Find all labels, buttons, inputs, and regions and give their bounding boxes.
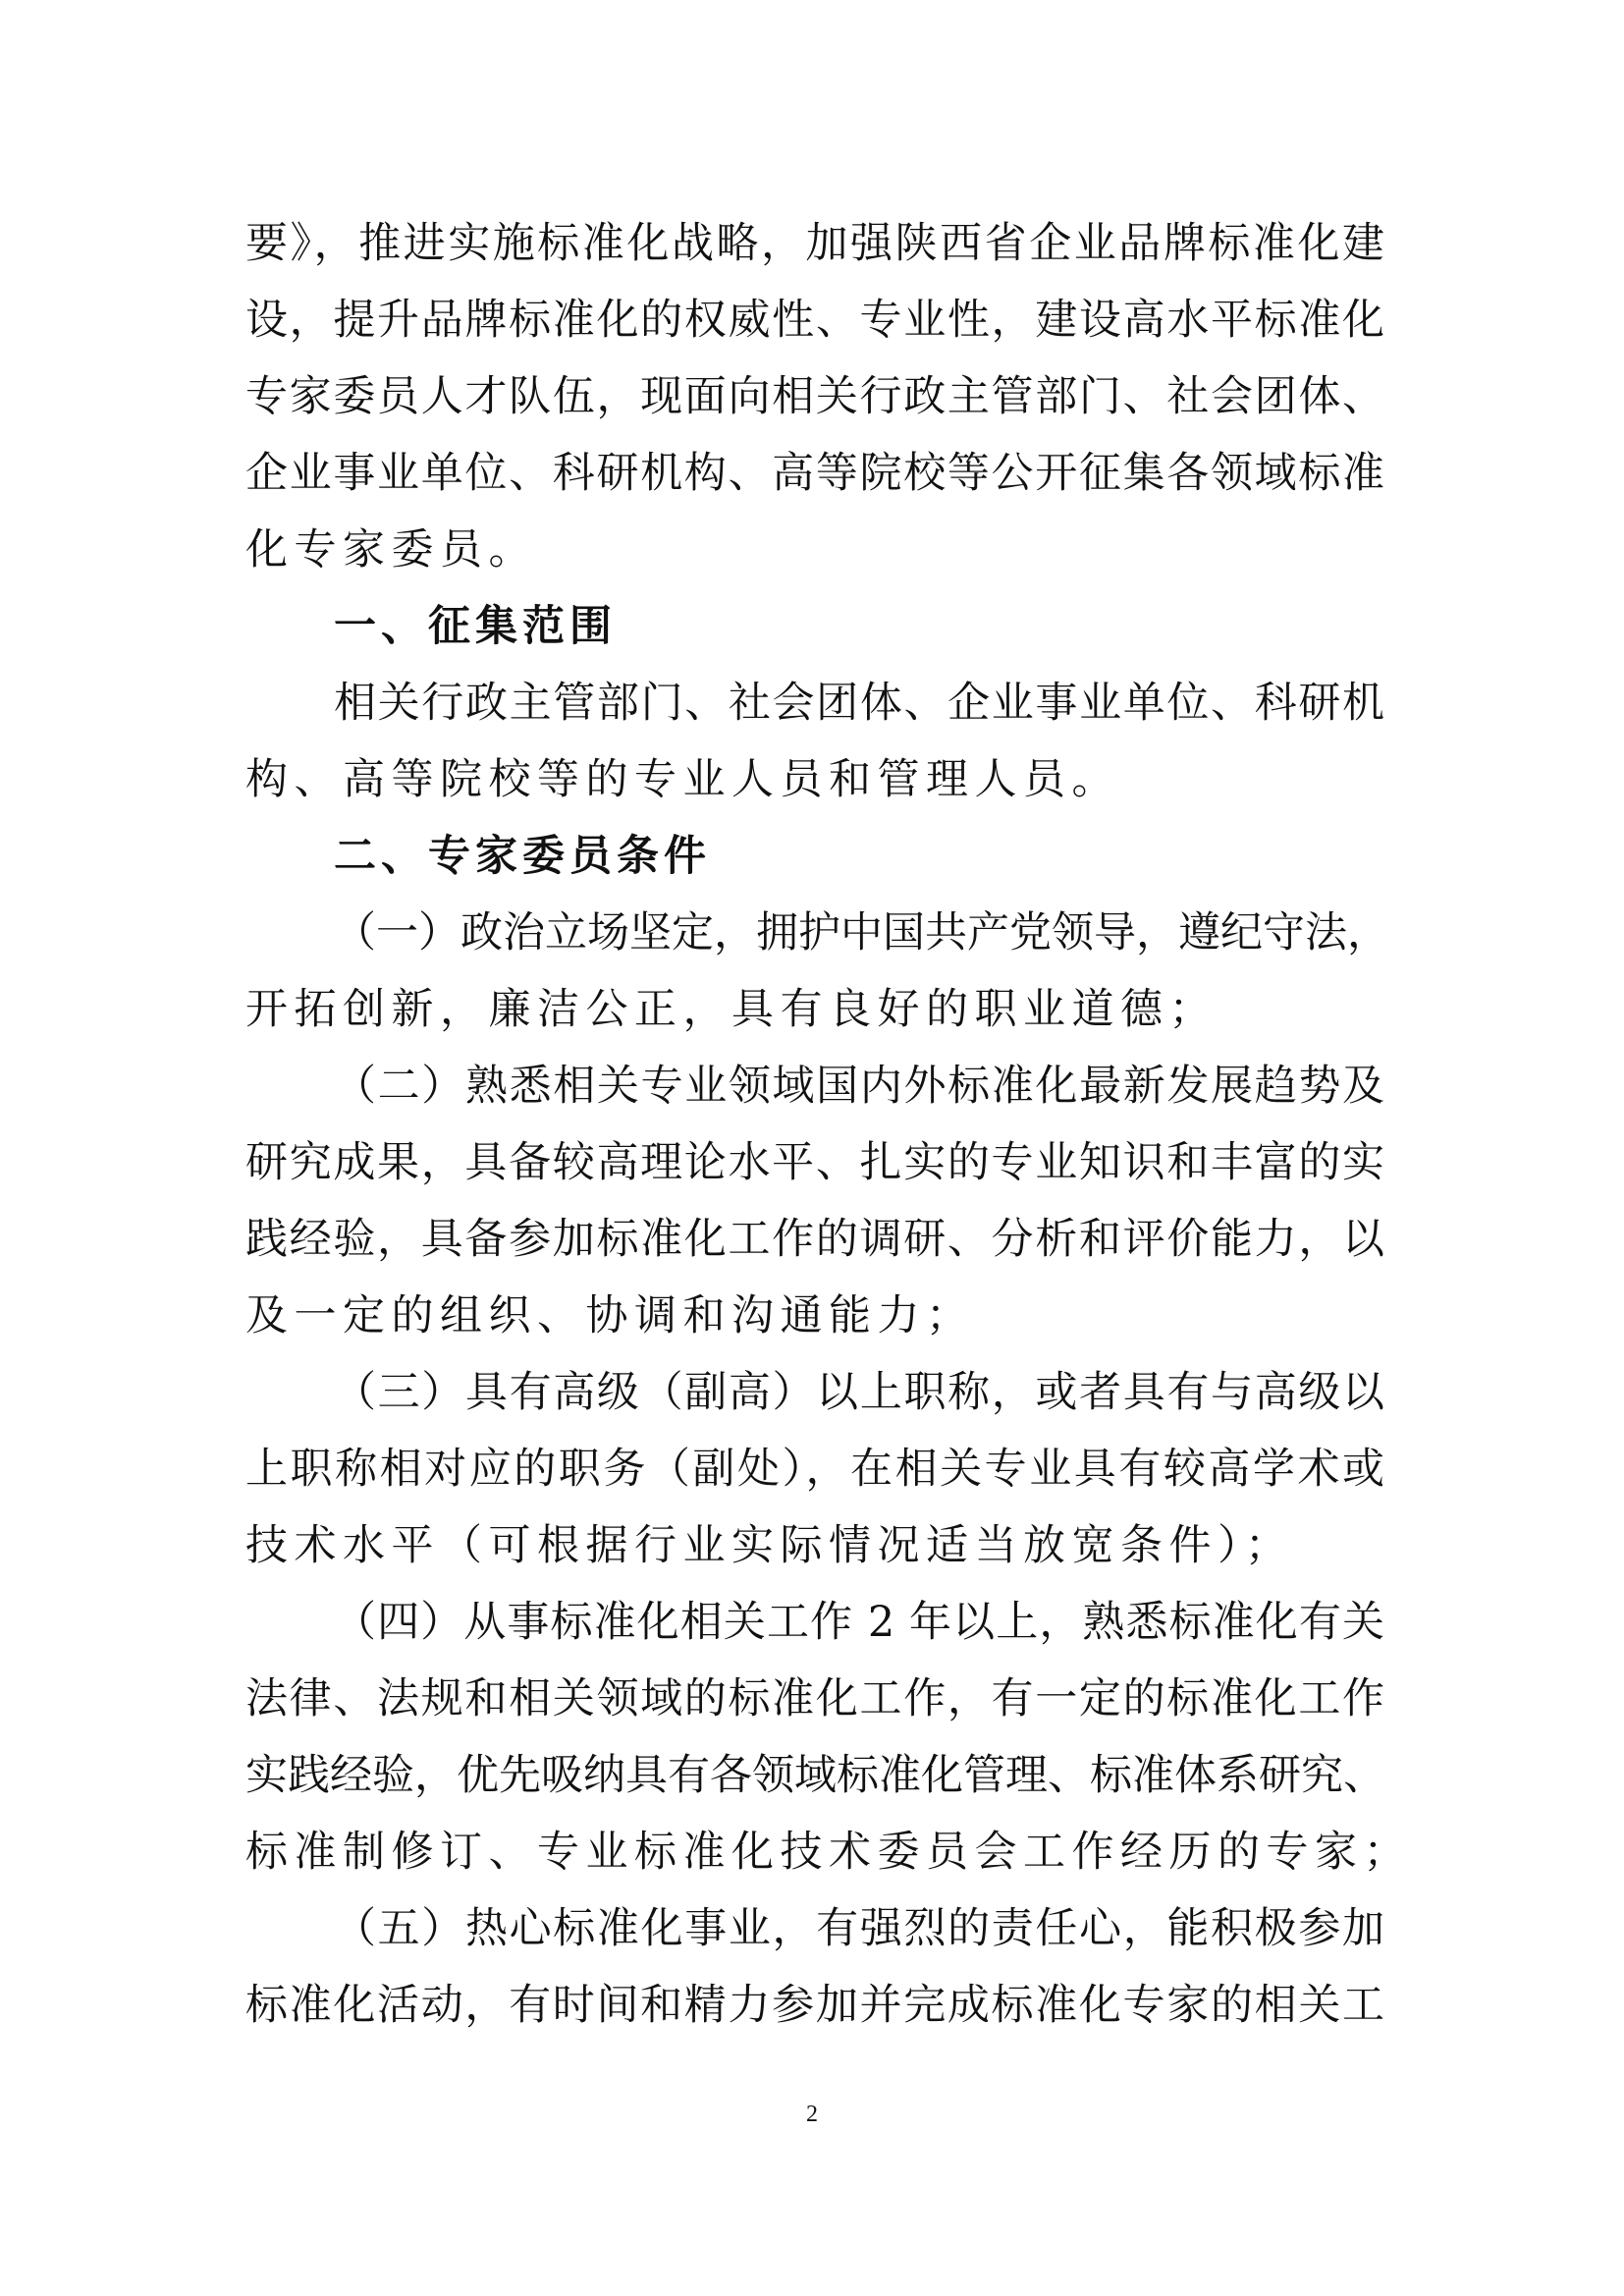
item-4-line-3: 实践经验，优先吸纳具有各领域标准化管理、标准体系研究、 <box>245 1751 1385 1800</box>
item-5-line-2: 标准化活动，有时间和精力参加并完成标准化专家的相关工 <box>245 1981 1384 2030</box>
item-5-line-1: （五）热心标准化事业，有强烈的责任心，能积极参加 <box>334 1904 1384 1953</box>
body-line-1: 要》，推进实施标准化战略，加强陕西省企业品牌标准化建 <box>245 219 1384 268</box>
section-heading-scope: 一、征集范围 <box>334 602 617 651</box>
item-1-line-1: （一）政治立场坚定，拥护中国共产党领导，遵纪守法， <box>334 908 1389 957</box>
body-line-8: 构、高等院校等的专业人员和管理人员。 <box>245 755 1120 804</box>
section-heading-conditions: 二、专家委员条件 <box>334 832 711 881</box>
item-3-line-2: 上职称相对应的职务（副处），在相关专业具有较高学术或 <box>245 1445 1384 1494</box>
item-2-line-2: 研究成果，具备较高理论水平、扎实的专业知识和丰富的实 <box>245 1138 1384 1187</box>
item-2-line-3: 践经验，具备参加标准化工作的调研、分析和评价能力，以 <box>245 1215 1384 1264</box>
item-3-line-1: （三）具有高级（副高）以上职称，或者具有与高级以 <box>334 1368 1384 1417</box>
body-line-2: 设，提升品牌标准化的权威性、专业性，建设高水平标准化 <box>245 296 1384 345</box>
item-2-line-1: （二）熟悉相关专业领域国内外标准化最新发展趋势及 <box>334 1062 1384 1111</box>
item-4-line-2: 法律、法规和相关领域的标准化工作，有一定的标准化工作 <box>245 1674 1384 1723</box>
page-number: 2 <box>806 2102 818 2127</box>
item-4-line-1: （四）从事标准化相关工作 2 年以上，熟悉标准化有关 <box>334 1598 1384 1647</box>
item-4-line-4: 标准制修订、专业标准化技术委员会工作经历的专家； <box>245 1828 1412 1877</box>
body-line-5: 化专家委员。 <box>245 525 537 574</box>
item-3-line-3: 技术水平（可根据行业实际情况适当放宽条件）； <box>245 1521 1294 1570</box>
body-line-7: 相关行政主管部门、社会团体、企业事业单位、科研机 <box>334 679 1384 728</box>
item-1-line-2: 开拓创新，廉洁公正，具有良好的职业道德； <box>245 985 1218 1034</box>
body-line-4: 企业事业单位、科研机构、高等院校等公开征集各领域标准 <box>245 449 1384 498</box>
item-2-line-4: 及一定的组织、协调和沟通能力； <box>245 1291 975 1340</box>
body-line-3: 专家委员人才队伍，现面向相关行政主管部门、社会团体、 <box>245 372 1384 421</box>
